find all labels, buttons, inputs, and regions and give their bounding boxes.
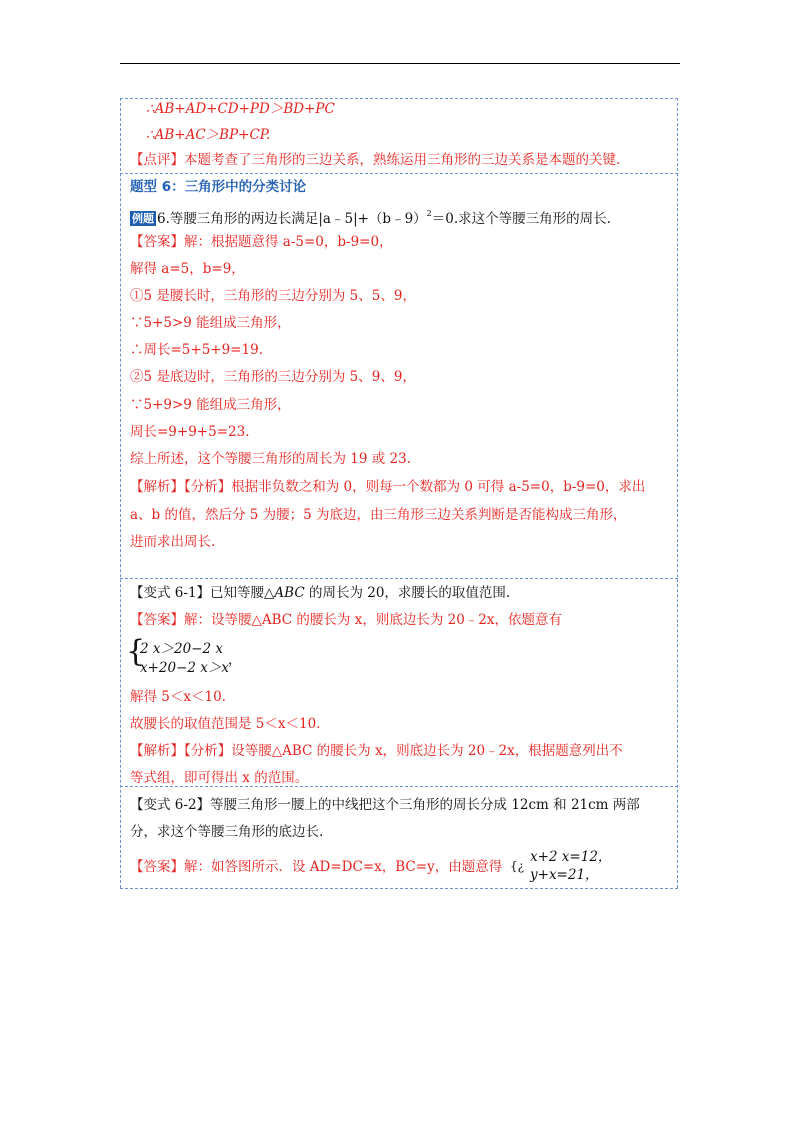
example-analysis-text: 根据非负数之和为 0，则每一个数都为 0 可得 a-5=0，b-9=0，求出 xyxy=(231,479,646,495)
example-analysis-tag: 【解析】【分析】 xyxy=(130,479,232,495)
example-answer-line-2: ①5 是腰长时，三角形的三边分别为 5、5、9， xyxy=(130,288,416,304)
example-analysis-line-1: a、b 的值，然后分 5 为腰；5 为底边，由三角形三边关系判断是否能构成三角形， xyxy=(130,507,627,523)
inequality-1: 2 x＞20−2 x xyxy=(140,641,223,657)
variant1-answer-line1 xyxy=(130,611,562,629)
variant2-stem-text: 等腰三角形一腰上的中线把这个三角形的周长分成 12cm 和 21cm 两部 xyxy=(210,797,640,813)
equation-2: y+x=21， xyxy=(530,867,599,883)
example-answer-tag: 【答案】 xyxy=(130,234,184,250)
example-badge: 例题 xyxy=(132,212,154,225)
variant1-tag: 【变式 6-1】 xyxy=(130,585,211,601)
variant1-analysis-line2: 等式组，即可得出 x 的范围。 xyxy=(130,770,309,786)
header-rule xyxy=(120,63,680,64)
example-answer-line-7: 周长=9+9+5=23. xyxy=(130,424,250,440)
section-title: 题型 6：三角形中的分类讨论 xyxy=(130,179,307,195)
example-stem-post: ＝0.求这个等腰三角形的周长. xyxy=(431,211,611,227)
comment-tag: 【点评】 xyxy=(130,152,184,168)
variant1-analysis-text: 设等腰△ABC 的腰长为 x，则底边长为 20﹣2x，根据题意列出不 xyxy=(231,743,623,759)
comment-text: 本题考查了三角形的三边关系，熟练运用三角形的三边关系是本题的关键. xyxy=(184,152,621,168)
comment xyxy=(130,151,620,169)
example-stem-sup: 2 xyxy=(426,209,432,218)
proof-line-2: ∴AB+AC＞BP+CP. xyxy=(146,127,271,143)
example-stem xyxy=(130,205,611,228)
variant1-stem-abc: ABC xyxy=(274,585,305,601)
variant1-stem xyxy=(130,584,510,602)
example-answer-line-6: ∵5+9>9 能组成三角形， xyxy=(130,397,291,413)
example-answer-line-3: ∵5+5>9 能组成三角形， xyxy=(130,315,291,331)
variant1-answer-tag: 【答案】 xyxy=(130,612,184,628)
variant1-divider xyxy=(120,578,678,579)
variant1-answer-text: 解：设等腰△ABC 的腰长为 x，则底边长为 20﹣2x，依题意有 xyxy=(184,612,562,628)
example-answer-line-1: 解得 a=5，b=9， xyxy=(130,261,245,277)
variant1-stem-post: 的周长为 20，求腰长的取值范围. xyxy=(304,585,511,601)
variant1-analysis-line1 xyxy=(130,742,623,760)
variant2-answer-text: 解：如答图所示．设 AD=DC=x，BC=y，由题意得 xyxy=(184,859,503,875)
variant2-answer-tag: 【答案】 xyxy=(130,859,184,875)
variant2-tag: 【变式 6-2】 xyxy=(130,797,211,813)
variant1-solve-2: 故腰长的取值范围是 5＜x＜10. xyxy=(130,716,321,732)
example-answer-text: 解：根据题意得 a-5=0，b-9=0， xyxy=(184,234,393,250)
example-analysis-line-0 xyxy=(130,478,645,496)
variant2-answer xyxy=(130,858,502,876)
example-answer-line-0 xyxy=(130,233,393,251)
example-stem-pre: 6.等腰三角形的两边长满足|a﹣5|+（b﹣9） xyxy=(157,211,427,227)
inequality-brace: { xyxy=(126,634,146,669)
frame-bottom-border xyxy=(120,888,678,889)
variant1-stem-pre: 已知等腰△ xyxy=(210,585,275,601)
frame-top-border xyxy=(120,98,678,99)
section-divider xyxy=(120,173,678,174)
variant2-stem-line1 xyxy=(130,796,640,814)
inequality-comma: ， xyxy=(228,652,242,668)
equation-1: x+2 x=12， xyxy=(530,849,612,865)
example-answer-line-8: 综上所述，这个等腰三角形的周长为 19 或 23. xyxy=(130,451,412,467)
variant2-stem-line2: 分，求这个等腰三角形的底边长. xyxy=(130,824,324,840)
proof-line-1: ∴AB+AD+CD+PD＞BD+PC xyxy=(146,101,335,117)
example-analysis-line-2: 进而求出周长. xyxy=(130,534,216,550)
example-answer-line-5: ②5 是底边时，三角形的三边分别为 5、9、9， xyxy=(130,369,416,385)
equation-brace: {¿ xyxy=(510,859,525,873)
variant1-analysis-tag: 【解析】【分析】 xyxy=(130,743,232,759)
variant1-solve-1: 解得 5＜x＜10. xyxy=(130,689,226,705)
example-answer-line-4: ∴周长=5+5+9=19. xyxy=(130,342,263,358)
inequality-2: x+20−2 x＞x xyxy=(140,660,230,676)
